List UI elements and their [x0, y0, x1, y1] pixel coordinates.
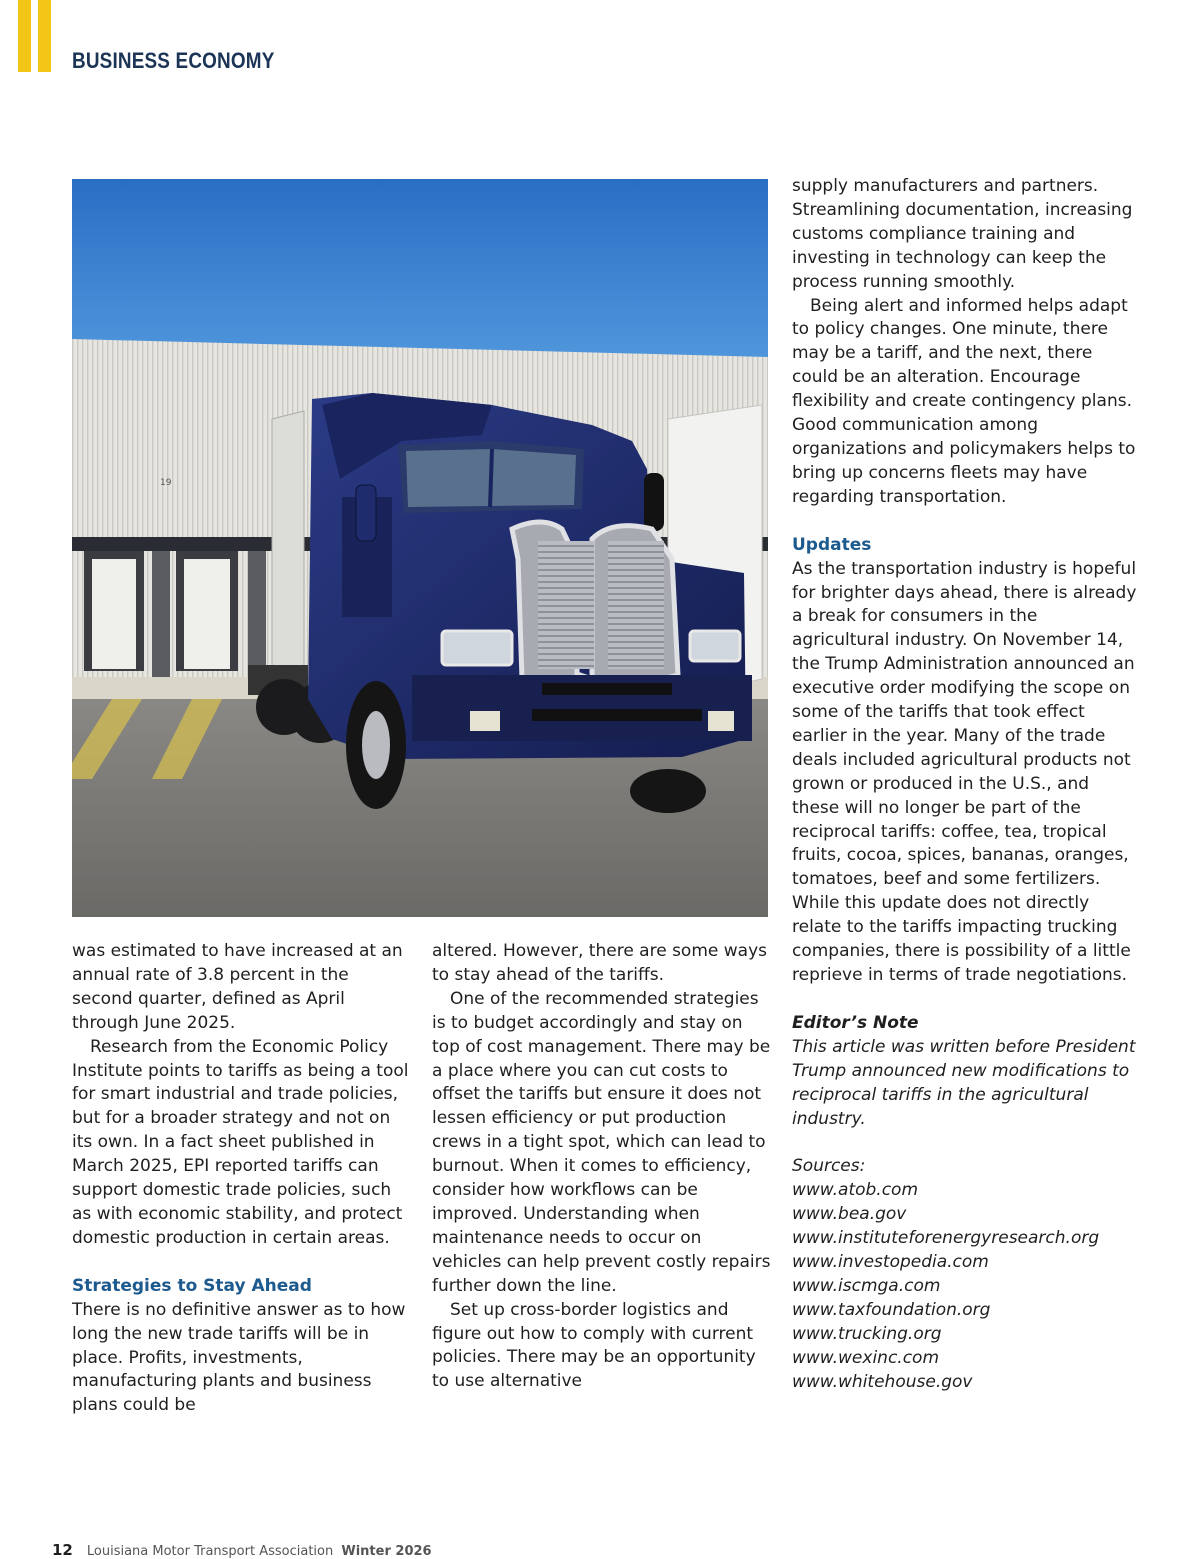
- issue-label: Winter 2026: [341, 1544, 432, 1559]
- svg-text:19: 19: [160, 478, 172, 488]
- paragraph: Set up cross-border logistics and figure out how to comply with current policies. There may be an opportunity to use alternative: [432, 1299, 756, 1392]
- section-label: BUSINESS ECONOMY: [72, 48, 275, 73]
- paragraph: Research from the Economic Policy Institute points to tariffs as being a tool for smart industrial and trade policies, but for a broader strategy and not on its own. In a fact sheet published in March 2025, EPI reported tariffs can support domestic trade policies, such as with economic stability, and protect domestic production in certain areas.: [72, 1036, 409, 1248]
- left-column: [72, 940, 412, 1418]
- editors-note-text: This article was written before President Trump announced new modifications to reciprocal tariffs in the agricultural industry.: [792, 1036, 1136, 1129]
- page-footer: [52, 1541, 432, 1559]
- accent-bar: [38, 0, 51, 72]
- middle-column: [432, 940, 772, 1394]
- source-link[interactable]: www.investopedia.com: [792, 1252, 989, 1273]
- source-link[interactable]: www.iscmga.com: [792, 1275, 941, 1296]
- sources-label: Sources:: [792, 1156, 866, 1177]
- source-link[interactable]: www.bea.gov: [792, 1204, 907, 1225]
- source-link[interactable]: www.atob.com: [792, 1180, 919, 1201]
- page-number: 12: [52, 1541, 73, 1559]
- source-link[interactable]: www.trucking.org: [792, 1323, 942, 1344]
- right-column: [792, 175, 1137, 1395]
- source-link[interactable]: www.taxfoundation.org: [792, 1299, 991, 1320]
- paragraph: was estimated to have increased at an annual rate of 3.8 percent in the second quarter, defined as April through June 2025.: [72, 941, 403, 1033]
- semi-truck-photo: [72, 179, 768, 917]
- paragraph: supply manufacturers and partners. Streamlining documentation, increasing customs compliance training and investing in technology can keep the process running smoothly.: [792, 176, 1133, 292]
- paragraph: As the transportation industry is hopeful for brighter days ahead, there is already a break for consumers in the agricultural industry. On November 14, the Trump Administration announced an executive order modifying the scope on some of the tariffs that took effect earlier in the year. Many of the trade deals included agricultural products not grown or produced in the U.S., and these will no longer be part of the reciprocal tariffs: coffee, tea, tropical fruits, cocoa, spices, bananas, oranges, tomatoes, beef and some fertilizers. While this update does not directly relate to the tariffs impacting trucking companies, there is possibility of a little reprieve in terms of trade negotiations.: [792, 558, 1137, 985]
- publication-name: Louisiana Motor Transport Association: [86, 1544, 334, 1559]
- section-heading: Strategies to Stay Ahead: [72, 1275, 312, 1296]
- paragraph: altered. However, there are some ways to stay ahead of the tariffs.: [432, 941, 767, 985]
- editors-note-heading: Editor’s Note: [792, 1012, 919, 1033]
- section-heading: Updates: [792, 534, 872, 555]
- accent-bar: [18, 0, 31, 72]
- paragraph: One of the recommended strategies is to budget accordingly and stay on top of cost management. There may be a place where you can cut costs to offset the tariffs but ensure it does not lessen efficiency or put production crews in a tight spot, which can lead to burnout. When it comes to efficiency, consider how workflows can be improved. Understanding when maintenance needs to occur on vehicles can help prevent costly repairs further down the line.: [432, 988, 771, 1296]
- source-link[interactable]: www.instituteforenergyresearch.org: [792, 1228, 1100, 1249]
- paragraph: There is no definitive answer as to how long the new trade tariffs will be in place. Profits, investments, manufacturing plants and business plans could be: [72, 1299, 406, 1416]
- source-link[interactable]: www.wexinc.com: [792, 1347, 940, 1368]
- source-link[interactable]: www.whitehouse.gov: [792, 1371, 973, 1392]
- paragraph: Being alert and informed helps adapt to policy changes. One minute, there may be a tariff, and the next, there could be an alteration. Encourage flexibility and create contingency plans. Good communication among organizations and policymakers helps to bring up concerns fleets may have regarding transportation.: [792, 295, 1136, 507]
